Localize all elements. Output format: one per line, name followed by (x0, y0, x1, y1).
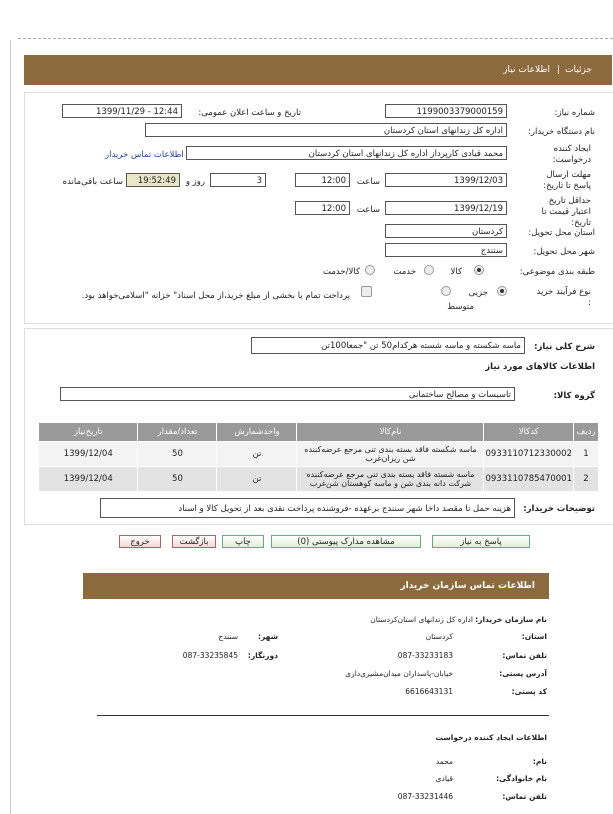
cell-qty: 50 (138, 467, 217, 492)
deadline-label: مهلت ارسال پاسخ تا تاریخ: (543, 170, 591, 191)
cell-qty: 50 (138, 442, 217, 467)
col-name: نام‌کالا (297, 423, 484, 442)
attachments-button[interactable]: مشاهده مدارک پیوستی (0) (271, 535, 421, 548)
contact-phone-value: 087-33233183 (397, 651, 453, 660)
cell-unit: تن (217, 442, 297, 467)
col-qty: تعداد/مقدار (138, 423, 217, 442)
category-radio-service[interactable] (424, 265, 434, 275)
cell-row: 1 (574, 442, 599, 467)
min-price-time-field[interactable]: 12:00 (295, 201, 350, 215)
header-bar (24, 55, 612, 85)
cell-name: ماسه شکسته فاقد بسته بندی تنی مرجع عرضه‌کننده شن ریزان‌غرب (297, 442, 484, 467)
left-border-line (10, 40, 11, 814)
contact-fax-label: دورنگار: (247, 651, 278, 660)
cell-code: 0933110712330002 (484, 442, 574, 467)
category-option-both: کالا/خدمت (323, 267, 360, 277)
back-button[interactable]: بازگشت (172, 535, 216, 548)
category-label: طبقه بندی موضوعی: (519, 267, 595, 277)
category-option-goods: کالا (450, 267, 462, 277)
process-radio-minor[interactable] (497, 286, 507, 296)
process-option-minor: جزیی (468, 288, 488, 298)
first-name-value: محمد (435, 757, 453, 766)
col-date: تاریخ‌نیاز (39, 423, 138, 442)
cell-unit: تن (217, 467, 297, 492)
goods-info-title: اطلاعات کالاهای مورد نیاز (485, 362, 595, 372)
first-name-label: نام: (532, 757, 547, 766)
buyer-notes-label: توضیحات خریدار: (523, 504, 595, 514)
contact-city-label: شهر: (258, 632, 278, 641)
days-label: روز و (185, 177, 205, 187)
contact-province-label: استان: (521, 632, 547, 641)
city-label: شهر محل تحویل: (533, 247, 595, 257)
creator-info-title: اطلاعات ایجاد کننده درخواست (435, 733, 547, 742)
city-field[interactable]: سنندج (385, 243, 507, 257)
remaining-time-field: 19:52:49 (126, 173, 180, 187)
buyer-org-label: نام دستگاه خریدار: (528, 127, 595, 137)
org-name-value: اداره کل زندانهای استان‌کردستان (370, 615, 473, 624)
reply-button[interactable]: پاسخ به نیاز (432, 535, 530, 548)
contact-phone-label: تلفن تماس: (502, 651, 547, 660)
creator-field[interactable]: محمد قیادی کارپرداز اداره کل زندانهای استان کردستان (186, 146, 507, 160)
contact-address-value: خیابان-پاسداران میدان‌مشیری‌داری (345, 669, 453, 678)
buyer-notes-field[interactable]: هزینه حمل تا مقصد داخا شهر سنندج برعهده -فروشنده پرداخت نقدی بعد از تحویل کالا و اسناد (100, 498, 515, 518)
exit-button[interactable]: خروج (119, 535, 161, 548)
treasury-payment-note: پرداخت تمام یا بخشی از مبلغ خرید،از محل اسناد" خزانه "اسلامی‌خواهد بود. (81, 291, 350, 301)
cell-code: 0933110785470001 (484, 467, 574, 492)
cell-date: 1399/12/04 (39, 442, 138, 467)
table-row[interactable] (39, 442, 599, 467)
goods-table-header (39, 423, 599, 442)
contact-divider (97, 715, 549, 716)
buyer-org-field[interactable]: اداره کل زندانهای استان کردستان (145, 123, 507, 137)
contact-title: اطلاعات تماس سازمان خریدار (400, 581, 535, 591)
last-name-label: نام خانوادگی: (496, 774, 547, 783)
category-radio-both[interactable] (365, 265, 375, 275)
deadline-date-field[interactable]: 1399/12/03 (385, 173, 507, 187)
process-radio-medium[interactable] (441, 286, 451, 296)
top-dashed-divider (18, 38, 613, 39)
contact-city-value: سنندج (218, 632, 238, 641)
print-button[interactable]: چاپ (222, 535, 264, 548)
breadcrumb-separator: | (556, 65, 560, 75)
general-desc-field[interactable]: ماسه شکسته و ماسه شسته هرکدام50 تن "جمعا100تن (251, 337, 525, 354)
deadline-time-field[interactable]: 12:00 (295, 173, 350, 187)
remaining-label: ساعت باقی‌مانده (62, 177, 123, 187)
col-unit: واحدشمارش (217, 423, 297, 442)
cell-row: 2 (574, 467, 599, 492)
creator-phone-value: 087-33231446 (397, 792, 453, 801)
province-field[interactable]: کردستان (385, 224, 507, 238)
treasury-payment-checkbox[interactable] (361, 286, 372, 297)
general-desc-label: شرح کلی نیاز: (534, 342, 595, 352)
process-option-medium: متوسط (447, 302, 474, 312)
table-row[interactable] (39, 467, 599, 492)
breadcrumb-details[interactable]: جزئیات (565, 65, 592, 75)
announce-label: تاریخ و ساعت اعلان عمومی: (198, 108, 301, 118)
contact-address-label: آدرس پستی: (499, 669, 547, 678)
category-radio-goods[interactable] (474, 265, 484, 275)
announce-field[interactable]: 1399/11/29 - 12:44 (62, 104, 182, 118)
min-price-date-field[interactable]: 1399/12/19 (385, 201, 507, 215)
col-row: ردیف (574, 423, 599, 442)
goods-group-label: گروه کالا: (553, 391, 595, 401)
min-price-label: حداقل تاریخ اعتبار قیمت تا تاریخ: (541, 196, 591, 228)
contact-province-value: کردستان (425, 632, 453, 641)
creator-label: ایجاد کننده درخواست: (552, 144, 591, 165)
need-number-field[interactable]: 1199003379000159 (385, 104, 507, 118)
buyer-contact-link[interactable]: اطلاعات تماس خریدار (105, 150, 184, 160)
contact-postal-label: کد پستی: (511, 687, 547, 696)
cell-name: ماسه شسته فاقد بسته بندی تنی مرجع عرضه‌کننده شرکت دانه بندی شن و ماسه کوهستان شن‌غرب (297, 467, 484, 492)
cell-date: 1399/12/04 (39, 467, 138, 492)
creator-phone-label: تلفن تماس: (502, 792, 547, 801)
contact-header-bar (83, 573, 549, 599)
goods-group-field[interactable]: تاسیسات و مصالح ساختمانی (60, 387, 515, 401)
last-name-value: قیادی (435, 774, 453, 783)
org-name-label: نام سازمان خریدار: (475, 615, 547, 624)
category-option-service: خدمت (393, 267, 416, 277)
col-code: کدکالا (484, 423, 574, 442)
goods-table (38, 422, 599, 492)
contact-postal-value: 6616643131 (405, 687, 453, 696)
contact-fax-value: 087-33235845 (182, 651, 238, 660)
process-label: نوع فرآیند خرید : (536, 287, 591, 308)
need-number-label: شماره نیاز: (554, 108, 595, 118)
breadcrumb-need-info[interactable]: اطلاعات نیاز (503, 65, 550, 75)
deadline-time-label: ساعت (356, 177, 380, 187)
days-field[interactable]: 3 (210, 173, 266, 187)
min-price-time-label: ساعت (356, 205, 380, 215)
province-label: استان محل تحویل: (528, 228, 595, 238)
